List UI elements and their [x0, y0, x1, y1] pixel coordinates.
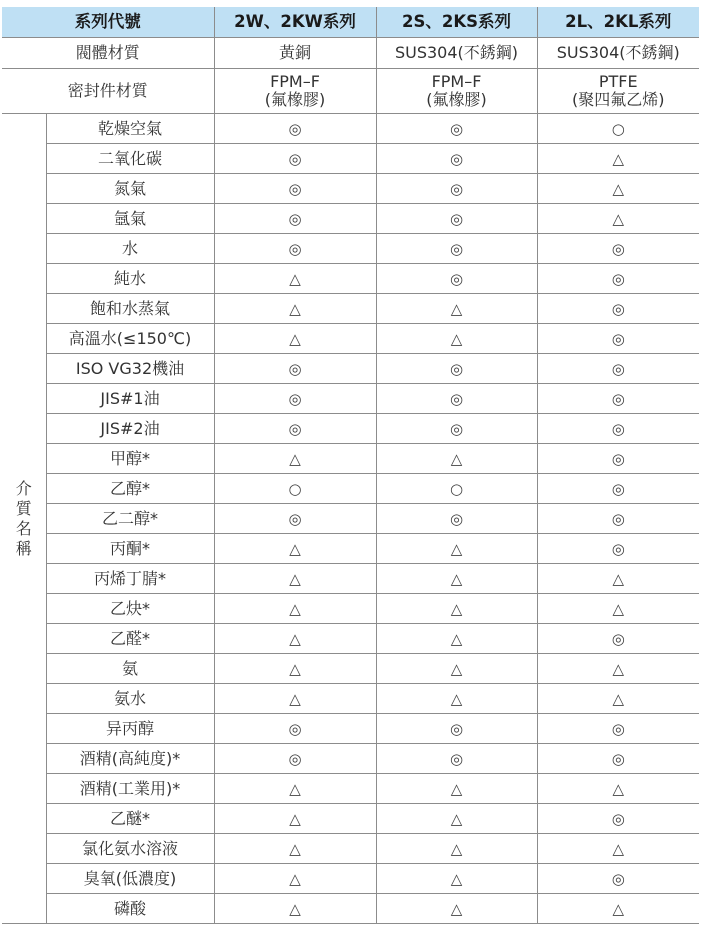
rating-2l: ◎ — [537, 354, 699, 384]
rating-2w: △ — [214, 264, 376, 294]
rating-2w: △ — [214, 894, 376, 924]
rating-2w: △ — [214, 534, 376, 564]
rating-2s: △ — [376, 684, 537, 714]
seal-material-2s-line2: (氟橡膠) — [426, 90, 487, 109]
rating-2w: ◎ — [214, 144, 376, 174]
rating-2s: ◎ — [376, 114, 537, 144]
media-name: 氨水 — [46, 684, 214, 714]
rating-2l: △ — [537, 204, 699, 234]
media-row — [2, 624, 699, 654]
body-material-label: 閥體材質 — [2, 38, 214, 69]
media-name: 乙醛* — [46, 624, 214, 654]
rating-2l: △ — [537, 894, 699, 924]
rating-2l: △ — [537, 564, 699, 594]
rating-2s: ◎ — [376, 414, 537, 444]
rating-2s: △ — [376, 864, 537, 894]
rating-2s: ◎ — [376, 144, 537, 174]
media-row — [2, 504, 699, 534]
header-2l-series: 2L、2KL系列 — [537, 7, 699, 38]
media-row — [2, 264, 699, 294]
rating-2s: △ — [376, 564, 537, 594]
rating-2l: △ — [537, 654, 699, 684]
rating-2s: △ — [376, 324, 537, 354]
rating-2l: ◎ — [537, 624, 699, 654]
body-material-2l: SUS304(不銹鋼) — [537, 38, 699, 69]
rating-2l: ◎ — [537, 864, 699, 894]
seal-material-2l — [537, 69, 699, 114]
rating-2s: ◎ — [376, 264, 537, 294]
rating-2w: △ — [214, 654, 376, 684]
rating-2l: △ — [537, 174, 699, 204]
media-row — [2, 174, 699, 204]
media-name: 丙烯丁腈* — [46, 564, 214, 594]
media-row — [2, 804, 699, 834]
media-row — [2, 414, 699, 444]
rating-2s: △ — [376, 804, 537, 834]
compatibility-table — [2, 7, 699, 924]
media-name: 异丙醇 — [46, 714, 214, 744]
media-group-cell — [2, 114, 46, 924]
rating-2s: △ — [376, 624, 537, 654]
body-material-2s: SUS304(不銹鋼) — [376, 38, 537, 69]
rating-2s: △ — [376, 834, 537, 864]
rating-2w: △ — [214, 684, 376, 714]
rating-2l: △ — [537, 684, 699, 714]
media-row — [2, 744, 699, 774]
media-name: 二氧化碳 — [46, 144, 214, 174]
media-row — [2, 444, 699, 474]
rating-2l: ◎ — [537, 234, 699, 264]
rating-2l: △ — [537, 144, 699, 174]
media-row — [2, 534, 699, 564]
media-row — [2, 204, 699, 234]
media-row — [2, 564, 699, 594]
media-row — [2, 594, 699, 624]
media-row — [2, 684, 699, 714]
rating-2s: △ — [376, 654, 537, 684]
rating-2w: △ — [214, 594, 376, 624]
seal-material-2w — [214, 69, 376, 114]
rating-2w: △ — [214, 324, 376, 354]
media-name: 氬氣 — [46, 204, 214, 234]
media-name: 純水 — [46, 264, 214, 294]
rating-2w: ◎ — [214, 234, 376, 264]
rating-2w: ◎ — [214, 384, 376, 414]
media-name: 水 — [46, 234, 214, 264]
rating-2s: ◎ — [376, 204, 537, 234]
rating-2s: ◎ — [376, 744, 537, 774]
seal-material-2s — [376, 69, 537, 114]
media-name: 乙二醇* — [46, 504, 214, 534]
rating-2w: ◎ — [214, 114, 376, 144]
seal-material-2l-line1: PTFE — [598, 72, 638, 91]
media-row — [2, 354, 699, 384]
media-row — [2, 144, 699, 174]
rating-2w: ○ — [214, 474, 376, 504]
media-row — [2, 774, 699, 804]
seal-material-label: 密封件材質 — [2, 69, 214, 114]
rating-2s: △ — [376, 444, 537, 474]
rating-2s: △ — [376, 894, 537, 924]
media-name: 臭氧(低濃度) — [46, 864, 214, 894]
rating-2w: △ — [214, 834, 376, 864]
rating-2l: ◎ — [537, 444, 699, 474]
header-series-code: 系列代號 — [2, 7, 214, 38]
rating-2s: ◎ — [376, 714, 537, 744]
media-name: JIS#1油 — [46, 384, 214, 414]
rating-2w: △ — [214, 294, 376, 324]
rating-2l: ◎ — [537, 744, 699, 774]
seal-material-2l-line2: (聚四氟乙烯) — [572, 90, 665, 109]
rating-2w: △ — [214, 444, 376, 474]
rating-2w: △ — [214, 624, 376, 654]
media-name: 氯化氨水溶液 — [46, 834, 214, 864]
rating-2l: ◎ — [537, 804, 699, 834]
seal-material-row — [2, 69, 699, 114]
media-row — [2, 384, 699, 414]
rating-2s: ◎ — [376, 234, 537, 264]
rating-2w: ◎ — [214, 744, 376, 774]
rating-2s: ○ — [376, 474, 537, 504]
media-name: 氨 — [46, 654, 214, 684]
media-name: 甲醇* — [46, 444, 214, 474]
rating-2s: ◎ — [376, 504, 537, 534]
rating-2l: ◎ — [537, 384, 699, 414]
media-name: 飽和水蒸氣 — [46, 294, 214, 324]
media-name: ISO VG32機油 — [46, 354, 214, 384]
media-name: JIS#2油 — [46, 414, 214, 444]
media-row — [2, 864, 699, 894]
rating-2w: △ — [214, 804, 376, 834]
media-row — [2, 234, 699, 264]
media-group-label: 介質名稱 — [15, 478, 32, 558]
media-row — [2, 474, 699, 504]
media-name: 乙醇* — [46, 474, 214, 504]
rating-2w: ◎ — [214, 414, 376, 444]
rating-2w: ◎ — [214, 174, 376, 204]
rating-2l: ◎ — [537, 714, 699, 744]
rating-2l: ◎ — [537, 264, 699, 294]
rating-2l: △ — [537, 774, 699, 804]
rating-2l: △ — [537, 594, 699, 624]
rating-2s: ◎ — [376, 384, 537, 414]
media-name: 酒精(工業用)* — [46, 774, 214, 804]
media-row — [2, 894, 699, 924]
rating-2l: ◎ — [537, 474, 699, 504]
rating-2l: ◎ — [537, 324, 699, 354]
rating-2w: ◎ — [214, 204, 376, 234]
body-material-2w: 黃銅 — [214, 38, 376, 69]
media-name: 磷酸 — [46, 894, 214, 924]
media-row — [2, 714, 699, 744]
rating-2w: ◎ — [214, 714, 376, 744]
rating-2l: ◎ — [537, 294, 699, 324]
media-name: 酒精(高純度)* — [46, 744, 214, 774]
header-2w-series: 2W、2KW系列 — [214, 7, 376, 38]
rating-2l: ◎ — [537, 504, 699, 534]
media-name: 丙酮* — [46, 534, 214, 564]
rating-2l: ○ — [537, 114, 699, 144]
rating-2w: ◎ — [214, 504, 376, 534]
rating-2s: ◎ — [376, 354, 537, 384]
rating-2s: ◎ — [376, 174, 537, 204]
media-row — [2, 654, 699, 684]
rating-2l: △ — [537, 834, 699, 864]
seal-material-2s-line1: FPM–F — [431, 72, 482, 91]
header-2s-series: 2S、2KS系列 — [376, 7, 537, 38]
seal-material-2w-line1: FPM–F — [270, 72, 320, 91]
rating-2s: △ — [376, 774, 537, 804]
body-material-row — [2, 38, 699, 69]
rating-2s: △ — [376, 594, 537, 624]
media-row — [2, 834, 699, 864]
rating-2s: △ — [376, 534, 537, 564]
rating-2w: △ — [214, 774, 376, 804]
rating-2l: ◎ — [537, 414, 699, 444]
media-name: 氮氣 — [46, 174, 214, 204]
header-row — [2, 7, 699, 38]
media-name: 乙炔* — [46, 594, 214, 624]
media-row — [2, 294, 699, 324]
rating-2s: △ — [376, 294, 537, 324]
media-row — [2, 324, 699, 354]
media-name: 高溫水(≤150℃) — [46, 324, 214, 354]
rating-2w: △ — [214, 564, 376, 594]
media-row — [2, 114, 699, 144]
media-name: 乾燥空氣 — [46, 114, 214, 144]
seal-material-2w-line2: (氟橡膠) — [264, 90, 326, 109]
rating-2w: ◎ — [214, 354, 376, 384]
media-name: 乙醚* — [46, 804, 214, 834]
rating-2l: ◎ — [537, 534, 699, 564]
rating-2w: △ — [214, 864, 376, 894]
